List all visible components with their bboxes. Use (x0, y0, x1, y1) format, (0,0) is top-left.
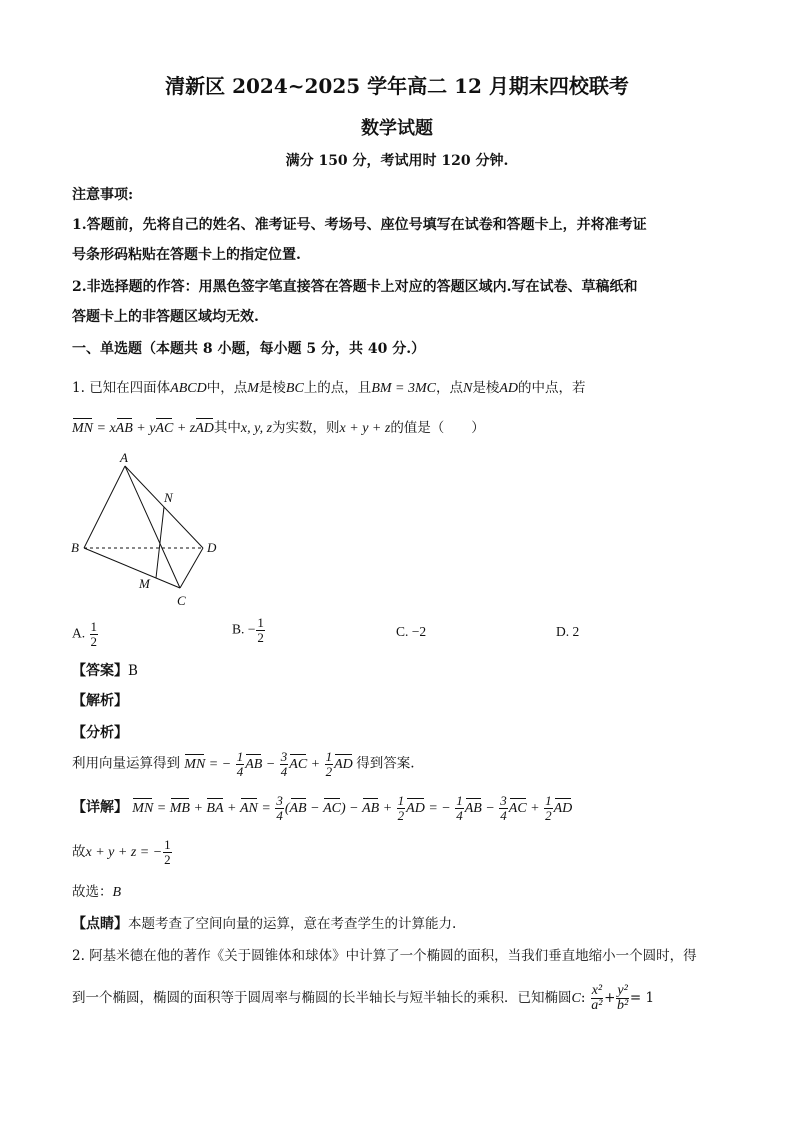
q1-text: 已知在四面体 (89, 380, 171, 396)
note-2-line-1: 2.非选择题的作答：用黑色签字笔直接答在答题卡上对应的答题区域内.写在试卷、草稿纸和 (72, 279, 638, 295)
edge-ab (84, 466, 125, 548)
option-a-label: A. (72, 625, 86, 641)
numerator: 3 (276, 793, 283, 808)
fenxi-label: 【分析】 (72, 725, 128, 741)
label-m: M (139, 576, 150, 591)
analysis-label: 【解析】 (72, 693, 128, 709)
vector-ab: AB (289, 800, 307, 816)
vector-mn: MN (184, 756, 206, 772)
detail-equation: MN = MB + BA + AN = $\frac{3}{4}$ (AB − AC) − AB + $\frac{1}{2}$ AD = − $\frac{1}{4}$ AB − $\frac{3}{4}$ AC + $\frac{1}{2}$ AD (132, 793, 573, 823)
label-n: N (164, 490, 173, 505)
fenxi-equation (184, 749, 356, 779)
plus-sign: + (379, 800, 396, 816)
numerator: 1 (236, 749, 244, 764)
ellipse-c: C (571, 991, 581, 1006)
eq-sign: = (257, 800, 275, 816)
answer-value: B (128, 663, 138, 679)
q1-variables: x, y, z (240, 421, 273, 436)
label-b: B (71, 540, 79, 555)
fraction (275, 794, 284, 823)
fenxi-line (72, 750, 415, 779)
vector-mn: MN (72, 421, 93, 436)
segment-mn (156, 507, 164, 578)
question-1-line-2 (72, 416, 485, 437)
option-b (232, 616, 266, 645)
option-c (396, 624, 426, 640)
question-1-line-1 (72, 376, 586, 397)
denominator: 2 (325, 764, 333, 779)
minus-sign: − (221, 756, 235, 772)
eq-part: + z (173, 421, 196, 436)
minus-sign: − (481, 800, 499, 816)
minus-sign: − (306, 800, 324, 816)
question-number: 1. (72, 380, 85, 396)
q1-text: 其中 (213, 420, 241, 436)
note-1-line-1: 1.答题前，先将自己的姓名、准考证号、考场号、座位号填写在试卷和答题卡上，并将准考证 (72, 217, 647, 233)
choice-line (72, 880, 121, 901)
page-title: 清新区 2024~2025 学年高二 12 月期末四校联考 (165, 74, 629, 98)
eq-end: = 1 (629, 990, 655, 1006)
comment-label: 【点睛】 (72, 916, 128, 932)
fraction-x (591, 984, 603, 1013)
label-a: A (120, 450, 128, 465)
vector-ad: AD (334, 756, 353, 772)
q1-condition: BM = 3MC (371, 381, 436, 396)
fraction (280, 750, 289, 779)
label-d: D (207, 540, 217, 555)
vector-ad: AD (406, 800, 425, 816)
option-b-label: B. (232, 621, 245, 637)
vector-mn: MN (132, 800, 154, 816)
notes-heading: 注意事项: (72, 187, 134, 203)
vector-ac: AC (155, 421, 174, 436)
detail-label: 【详解】 (72, 799, 128, 816)
eq-sign: = (424, 800, 442, 816)
note-2-line-2: 答题卡上的非答题区域均无效. (72, 309, 259, 325)
vector-mb: MB (169, 800, 190, 816)
eq-sign: = (205, 756, 222, 772)
plus-sign: + (307, 756, 324, 772)
vector-ba: BA (206, 800, 224, 816)
vector-ac: AC (508, 800, 527, 816)
edge-bc (84, 548, 180, 588)
denominator: 4 (500, 808, 507, 823)
fraction (499, 794, 508, 823)
detail-line (72, 794, 572, 823)
choice-prefix: 故选： (72, 884, 113, 900)
comment-line (72, 912, 456, 933)
q2-text: 到一个椭圆，椭圆的面积等于圆周率与椭圆的长半轴长与短半轴长的乘积．已知椭圆 (72, 990, 572, 1006)
plus-sign: + (223, 800, 240, 816)
denominator: a² (591, 998, 603, 1013)
numerator: 1 (90, 619, 97, 634)
fenxi-suffix: 得到答案. (356, 755, 415, 772)
edge-cd (180, 548, 203, 588)
denominator: 4 (280, 764, 288, 779)
choice-value: B (112, 885, 122, 900)
vector-ab: AB (464, 800, 482, 816)
conclusion-line (72, 838, 173, 867)
question-2-line-2: 到一个椭圆，椭圆的面积等于圆周率与椭圆的长半轴长与短半轴长的乘积．已知椭圆C: $\frac{\text{x²}}{\text{a²}}$ + $\frac{\text{y²}}{\text{b²}}$ = 1 (72, 983, 655, 1013)
q1-text: 是棱 (472, 380, 500, 396)
option-a-fraction (90, 620, 99, 649)
denominator: 4 (456, 808, 463, 823)
q1-text: ，点 (435, 380, 463, 396)
fraction (397, 794, 406, 823)
denominator: 4 (236, 764, 244, 779)
numerator: 3 (500, 793, 507, 808)
q1-text: 上的点，且 (303, 380, 372, 396)
option-c-label: C. (396, 624, 409, 639)
denominator: 4 (276, 808, 283, 823)
minus-sign: − (345, 800, 363, 816)
denominator: b² (617, 998, 629, 1013)
section-heading: 一、单选题（本题共 8 小题，每小题 5 分，共 40 分.） (72, 341, 426, 357)
page-subtitle: 数学试题 (361, 118, 433, 139)
q1-point-m: M (247, 381, 259, 396)
plus-sign: + (526, 800, 544, 816)
numerator: 3 (280, 749, 288, 764)
q1-text: 为实数，则 (272, 420, 340, 436)
numerator: 1 (397, 793, 405, 808)
numerator: x² (591, 983, 603, 998)
q1-point-n: N (462, 381, 473, 396)
denominator: 2 (545, 808, 552, 823)
vector-ac: AC (323, 800, 341, 816)
option-b-sign: − (247, 621, 256, 637)
q1-edge-bc: BC (285, 381, 304, 396)
vector-an: AN (239, 800, 258, 816)
option-a (72, 620, 99, 649)
vector-ad: AD (553, 800, 573, 816)
note-1-line-2: 号条形码粘贴在答题卡上的指定位置. (72, 247, 301, 263)
numerator: 1 (257, 615, 264, 630)
denominator: 2 (397, 808, 405, 823)
vector-ab: AB (115, 421, 133, 436)
q1-vector-equation (72, 421, 214, 436)
exam-info: 满分 150 分，考试用时 120 分钟. (285, 153, 509, 169)
denominator: 2 (90, 634, 97, 649)
q1-sum: x + y + z (339, 421, 391, 436)
answer-line (72, 660, 138, 680)
label-c: C (177, 593, 186, 608)
minus-sign: − (441, 800, 455, 816)
eq-part: = x (93, 421, 116, 436)
option-d-value: 2 (572, 624, 580, 639)
numerator: 1 (456, 793, 463, 808)
q1-text: 中，点 (206, 380, 248, 396)
fenxi-prefix: 利用向量运算得到 (72, 755, 180, 772)
numerator: 1 (325, 749, 333, 764)
tetrahedron-figure (66, 448, 236, 613)
edge-ac (125, 466, 180, 588)
conclusion-expr: x + y + z = − (85, 845, 163, 860)
q1-text: 是棱 (258, 380, 286, 396)
comment-text: 本题考查了空间向量的运算，意在考查学生的计算能力. (128, 916, 457, 932)
denominator: 2 (257, 630, 264, 645)
q1-text: 的中点，若 (518, 380, 586, 396)
fraction (544, 794, 553, 823)
denominator: 2 (164, 852, 171, 867)
numerator: y² (617, 983, 628, 998)
fraction (325, 750, 334, 779)
option-b-fraction (256, 616, 265, 645)
vector-ab: AB (362, 800, 380, 816)
answer-label: 【答案】 (72, 663, 128, 679)
vector-ad: AD (195, 421, 214, 436)
question-2-line-1: 2. 阿基米德在他的著作《关于圆锥体和球体》中计算了一个椭圆的面积，当我们垂直地缩小一个圆时，得 (72, 948, 697, 964)
fraction-y (616, 984, 628, 1013)
numerator: 1 (545, 793, 552, 808)
vector-ac: AC (289, 756, 308, 772)
conclusion-prefix: 故 (72, 844, 86, 860)
q1-edge-ad: AD (499, 381, 518, 396)
eq-sign: = (153, 800, 170, 816)
q1-abcd: ABCD (170, 381, 207, 396)
option-d-label: D. (556, 624, 570, 639)
minus-sign: − (262, 756, 279, 772)
conclusion-fraction (163, 838, 172, 867)
vector-ab: AB (245, 756, 263, 772)
q1-text: 的值是（ ） (390, 420, 485, 436)
fraction (236, 750, 245, 779)
fraction (455, 794, 464, 823)
plus-sign: + (189, 800, 207, 816)
option-c-value: −2 (411, 624, 427, 639)
numerator: 1 (164, 837, 171, 852)
option-d (556, 624, 579, 640)
eq-part: + y (132, 421, 156, 436)
